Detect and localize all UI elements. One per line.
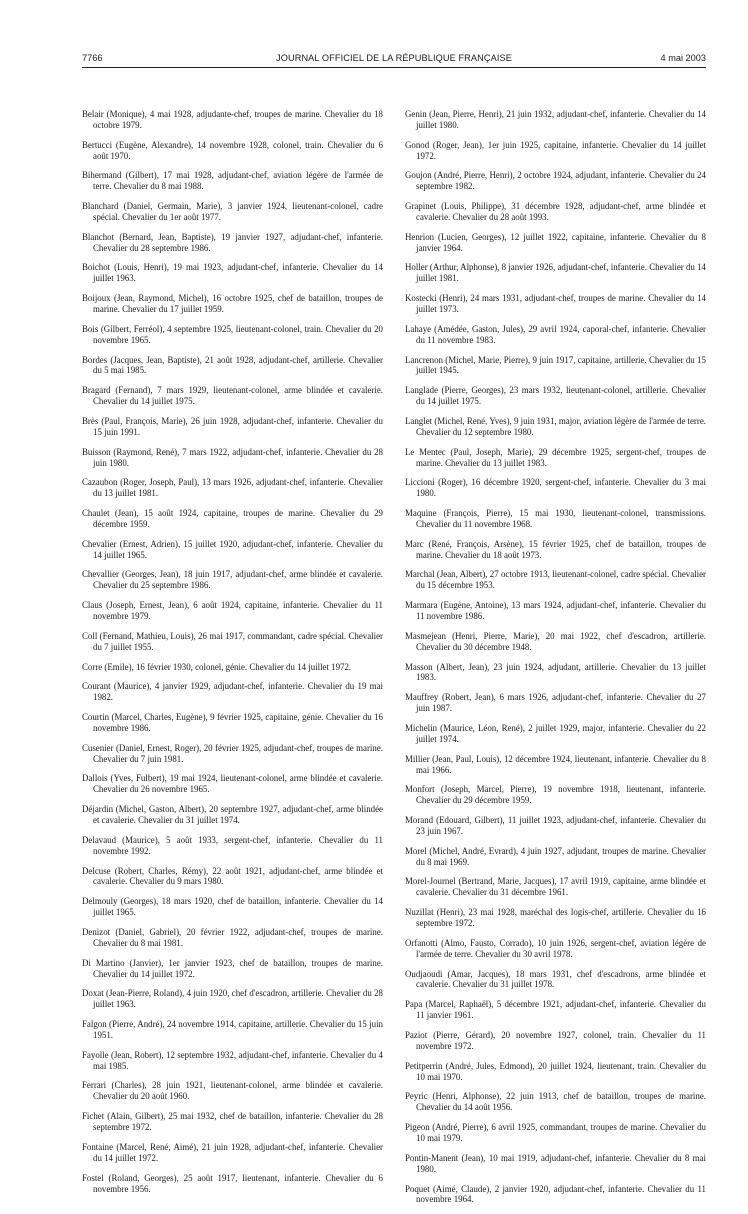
honoree-entry: Déjardin (Michel, Gaston, Albert), 20 septembre 1927, adjudant-chef, arme blindée et cavalerie. Chevalier du 31 juillet 1974.: [82, 804, 383, 826]
honoree-entry: Chevallier (Georges, Jean), 18 juin 1917, adjudant-chef, arme blindée et cavalerie. Chevalier du 25 septembre 1986.: [82, 569, 383, 591]
honoree-entry: Goujon (André, Pierre, Henri), 2 octobre 1924, adjudant, infanterie. Chevalier du 24 septembre 1982.: [405, 170, 706, 192]
page-header: [82, 53, 706, 67]
honoree-entry: Bois (Gilbert, Ferréol), 4 septembre 1925, lieutenant-colonel, train. Chevalier du 20 novembre 1965.: [82, 323, 383, 345]
honoree-entry: Delcuse (Robert, Charles, Rémy), 22 août 1921, adjudant-chef, arme blindée et cavalerie. Chevalier du 9 mars 1980.: [82, 865, 383, 887]
honoree-entry: Gonod (Roger, Jean), 1er juin 1925, capitaine, infanterie. Chevalier du 14 juillet 1972.: [405, 139, 706, 161]
honoree-entry: Delmouly (Georges), 18 mars 1920, chef de bataillon, infanterie. Chevalier du 14 juillet 1965.: [82, 896, 383, 918]
honoree-entry: Morel-Journel (Bertrand, Marie, Jacques), 17 avril 1919, capitaine, arme blindée et cavalerie. Chevalier du 31 décembre 1961.: [405, 876, 706, 898]
right-column: [405, 100, 706, 1214]
journal-title: JOURNAL OFFICIEL DE LA RÉPUBLIQUE FRANÇAISE: [276, 53, 512, 63]
honoree-entry: Genin (Jean, Pierre, Henri), 21 juin 1932, adjudant-chef, infanterie. Chevalier du 14 juillet 1980.: [405, 108, 706, 130]
honoree-entry: Morel (Michel, André, Evrard), 4 juin 1927, adjudant, troupes de marine. Chevalier du 8 mai 1969.: [405, 845, 706, 867]
honoree-entry: Morand (Edouard, Gilbert), 11 juillet 1923, adjudant-chef, infanterie. Chevalier du 23 juin 1967.: [405, 815, 706, 836]
honoree-entry: Pontin-Manent (Jean), 10 mai 1919, adjudant-chef, infanterie. Chevalier du 8 mai 1980.: [405, 1152, 706, 1174]
honoree-entry: Fostel (Roland, Georges), 25 août 1917, lieutenant, infanterie. Chevalier du 6 novembre 1956.: [82, 1172, 383, 1194]
honoree-entry: Cazaubon (Roger, Joseph, Paul), 13 mars 1926, adjudant-chef, infanterie. Chevalier du 13 juillet 1981.: [82, 477, 383, 499]
page-number: 7766: [82, 53, 103, 63]
honoree-entry: Poquet (Aimé, Claude), 2 janvier 1920, adjudant-chef, infanterie. Chevalier du 11 novembre 1964.: [405, 1183, 706, 1205]
honoree-entry: Doxat (Jean-Pierre, Roland), 4 juin 1920, chef d'escadron, artillerie. Chevalier du 28 juillet 1963.: [82, 988, 383, 1010]
honoree-entry: Langlade (Pierre, Georges), 23 mars 1932, lieutenant-colonel, artillerie. Chevalier du 14 juillet 1975.: [405, 385, 706, 407]
honoree-entry: Marmara (Eugène, Antoine), 13 mars 1924, adjudant-chef, infanterie. Chevalier du 11 novembre 1986.: [405, 600, 706, 622]
honoree-entry: Langlet (Michel, René, Yves), 9 juin 1931, major, aviation légère de l'armée de terre. Chevalier du 12 septembre 1980.: [405, 415, 706, 437]
honoree-entry: Nuzillat (Henri), 23 mai 1928, maréchal des logis-chef, artillerie. Chevalier du 16 septembre 1972.: [405, 907, 706, 929]
honoree-entry: Cusenier (Daniel, Ernest, Roger), 20 février 1925, adjudant-chef, troupes de marine. Chevalier du 7 juin 1981.: [82, 742, 383, 764]
honoree-entry: Peyric (Henri, Alphonse), 22 juin 1913, chef de bataillon, troupes de marine. Chevalier du 14 août 1956.: [405, 1091, 706, 1113]
honoree-entry: Monfort (Joseph, Marcel, Pierre), 19 novembre 1918, lieutenant, infanterie. Chevalier du 29 décembre 1959.: [405, 784, 706, 806]
honoree-entry: Blanchot (Bernard, Jean, Baptiste), 19 janvier 1927, adjudant-chef, infanterie. Chevalier du 28 septembre 1986.: [82, 231, 383, 253]
honoree-entry: Bordes (Jacques, Jean, Baptiste), 21 août 1928, adjudant-chef, artillerie. Chevalier du 5 mai 1985.: [82, 354, 383, 376]
honoree-entry: Bertucci (Eugène, Alexandre), 14 novembre 1928, colonel, train. Chevalier du 6 août 1970.: [82, 139, 383, 161]
honoree-entry: Coll (Fernand, Mathieu, Louis), 26 mai 1917, commandant, cadre spécial. Chevalier du 7 juillet 1955.: [82, 630, 383, 652]
honoree-entry: Courtin (Marcel, Charles, Eugène), 9 février 1925, capitaine, génie. Chevalier du 16 novembre 1986.: [82, 712, 383, 733]
honoree-entry: Paziot (Pierre, Gérard), 20 novembre 1927, colonel, train. Chevalier du 11 novembre 1972.: [405, 1029, 706, 1051]
honoree-entry: Bihermand (Gilbert), 17 mai 1928, adjudant-chef, aviation légère de l'armée de terre. Chevalier du 8 mai 1988.: [82, 170, 383, 192]
honoree-entry: Falgon (Pierre, André), 24 novembre 1914, capitaine, artillerie. Chevalier du 15 juin 1951.: [82, 1019, 383, 1040]
honoree-entry: Masson (Albert, Jean), 23 juin 1924, adjudant, artillerie. Chevalier du 13 juillet 1983.: [405, 661, 706, 683]
honoree-entry: Michelin (Maurice, Léon, René), 2 juillet 1929, major, infanterie. Chevalier du 22 juillet 1974.: [405, 722, 706, 744]
honoree-entry: Fichet (Alain, Gilbert), 25 mai 1932, chef de bataillon, infanterie. Chevalier du 28 septembre 1972.: [82, 1111, 383, 1133]
honoree-entry: Masmejean (Henri, Pierre, Marie), 20 mai 1922, chef d'escadron, artillerie. Chevalier du 30 décembre 1948.: [405, 630, 706, 652]
publication-date: 4 mai 2003: [660, 53, 706, 63]
honoree-entry: Pigeon (André, Pierre), 6 avril 1925, commandant, troupes de marine. Chevalier du 10 mai 1979.: [405, 1122, 706, 1143]
honoree-entry: Delavaud (Maurice), 5 août 1933, sergent-chef, infanterie. Chevalier du 11 novembre 1992.: [82, 834, 383, 856]
honoree-entry: Holler (Arthur, Alphonse), 8 janvier 1926, adjudant-chef, infanterie. Chevalier du 14 juillet 1981.: [405, 262, 706, 284]
honoree-entry: Fontaine (Marcel, René, Aimé), 21 juin 1928, adjudant-chef, infanterie. Chevalier du 14 juillet 1972.: [82, 1141, 383, 1163]
honoree-entry: Chaulet (Jean), 15 août 1924, capitaine, troupes de marine. Chevalier du 29 décembre 1959.: [82, 508, 383, 529]
honoree-entry: Bragard (Fernand), 7 mars 1929, lieutenant-colonel, arme blindée et cavalerie. Chevalier du 14 juillet 1975.: [82, 385, 383, 407]
honoree-entry: Courant (Maurice), 4 janvier 1929, adjudant-chef, infanterie. Chevalier du 19 mai 1982.: [82, 681, 383, 703]
honoree-entry: Henrion (Lucien, Georges), 12 juillet 1922, capitaine, infanterie. Chevalier du 8 janvier 1964.: [405, 231, 706, 253]
honoree-entry: Claus (Joseph, Ernest, Jean), 6 août 1924, capitaine, infanterie. Chevalier du 11 novembre 1979.: [82, 600, 383, 622]
honoree-entry: Boijoux (Jean, Raymond, Michel), 16 octobre 1925, chef de bataillon, troupes de marine. Chevalier du 17 juillet 1959.: [82, 293, 383, 315]
honoree-entry: Orfanotti (Almo, Fausto, Corrado), 10 juin 1926, sergent-chef, aviation légère de l'armée de terre. Chevalier du 30 avril 1978.: [405, 937, 706, 959]
honoree-entry: Fayolle (Jean, Robert), 12 septembre 1932, adjudant-chef, infanterie. Chevalier du 4 mai 1985.: [82, 1049, 383, 1071]
header-rule: [82, 67, 706, 68]
honoree-entry: Di Martino (Janvier), 1er janvier 1923, chef de bataillon, troupes de marine. Chevalier du 14 juillet 1972.: [82, 957, 383, 979]
honoree-entry: Brès (Paul, François, Marie), 26 juin 1928, adjudant-chef, infanterie. Chevalier du 15 juin 1991.: [82, 415, 383, 437]
honoree-entry: Marchal (Jean, Albert), 27 octobre 1913, lieutenant-colonel, cadre spécial. Chevalier du 15 décembre 1953.: [405, 569, 706, 591]
honoree-entry: Lancrenon (Michel, Marie, Pierre), 9 juin 1917, capitaine, artillerie. Chevalier du 15 juillet 1945.: [405, 354, 706, 376]
honoree-entry: Buisson (Raymond, René), 7 mars 1922, adjudant-chef, infanterie. Chevalier du 28 juin 1980.: [82, 446, 383, 468]
honoree-entry: Oudjaoudi (Amar, Jacques), 18 mars 1931, chef d'escadrons, arme blindée et cavalerie. Chevalier du 31 juillet 1978.: [405, 968, 706, 990]
honoree-entry: Maquine (François, Pierre), 15 mai 1930, lieutenant-colonel, transmissions. Chevalier du 11 novembre 1968.: [405, 508, 706, 529]
honoree-entry: Petitperrin (André, Jules, Edmond), 20 juillet 1924, lieutenant, train. Chevalier du 10 mai 1970.: [405, 1060, 706, 1082]
honoree-entry: Ferrari (Charles), 28 juin 1921, lieutenant-colonel, arme blindée et cavalerie. Chevalier du 20 août 1960.: [82, 1080, 383, 1102]
left-column: [82, 100, 383, 1203]
honoree-entry: Liccioni (Roger), 16 décembre 1920, sergent-chef, infanterie. Chevalier du 3 mai 1980.: [405, 477, 706, 499]
honoree-entry: Denizot (Daniel, Gabriel), 20 février 1922, adjudant-chef, troupes de marine. Chevalier du 8 mai 1981.: [82, 926, 383, 948]
honoree-entry: Millier (Jean, Paul, Louis), 12 décembre 1924, lieutenant, infanterie. Chevalier du 8 mai 1966.: [405, 753, 706, 775]
honoree-entry: Papa (Marcel, Raphaël), 5 décembre 1921, adjudant-chef, infanterie. Chevalier du 11 janvier 1961.: [405, 999, 706, 1021]
honoree-entry: Grapinet (Louis, Philippe), 31 décembre 1928, adjudant-chef, arme blindée et cavalerie. Chevalier du 28 août 1993.: [405, 201, 706, 222]
honoree-entry: Boichot (Louis, Henri), 19 mai 1923, adjudant-chef, infanterie. Chevalier du 14 juillet 1963.: [82, 262, 383, 284]
honoree-entry: Chevalier (Ernest, Adrien), 15 juillet 1920, adjudant-chef, infanterie. Chevalier du 14 juillet 1965.: [82, 538, 383, 560]
honoree-entry: Corre (Emile), 16 février 1930, colonel, génie. Chevalier du 14 juillet 1972.: [82, 661, 352, 672]
honoree-entry: Le Mentec (Paul, Joseph, Marie), 29 décembre 1925, sergent-chef, troupes de marine. Chevalier du 13 juillet 1983.: [405, 446, 706, 468]
honoree-entry: Mauffrey (Robert, Jean), 6 mars 1926, adjudant-chef, infanterie. Chevalier du 27 juin 1987.: [405, 692, 706, 714]
honoree-entry: Dallois (Yves, Fulbert), 19 mai 1924, lieutenant-colonel, arme blindée et cavalerie. Chevalier du 26 novembre 1965.: [82, 773, 383, 795]
honoree-entry: Marc (René, François, Arsène), 15 février 1925, chef de bataillon, troupes de marine. Chevalier du 18 août 1973.: [405, 538, 706, 560]
honoree-entry: Lahaye (Amédée, Gaston, Jules), 29 avril 1924, caporal-chef, infanterie. Chevalier du 11 novembre 1983.: [405, 323, 706, 345]
honoree-entry: Kostecki (Henri), 24 mars 1931, adjudant-chef, troupes de marine. Chevalier du 14 juillet 1973.: [405, 293, 706, 315]
honoree-entry: Belair (Monique), 4 mai 1928, adjudante-chef, troupes de marine. Chevalier du 18 octobre 1979.: [82, 108, 383, 130]
honoree-entry: Blanchard (Daniel, Germain, Marie), 3 janvier 1924, lieutenant-colonel, cadre spécial. Chevalier du 1er août 1977.: [82, 201, 383, 222]
